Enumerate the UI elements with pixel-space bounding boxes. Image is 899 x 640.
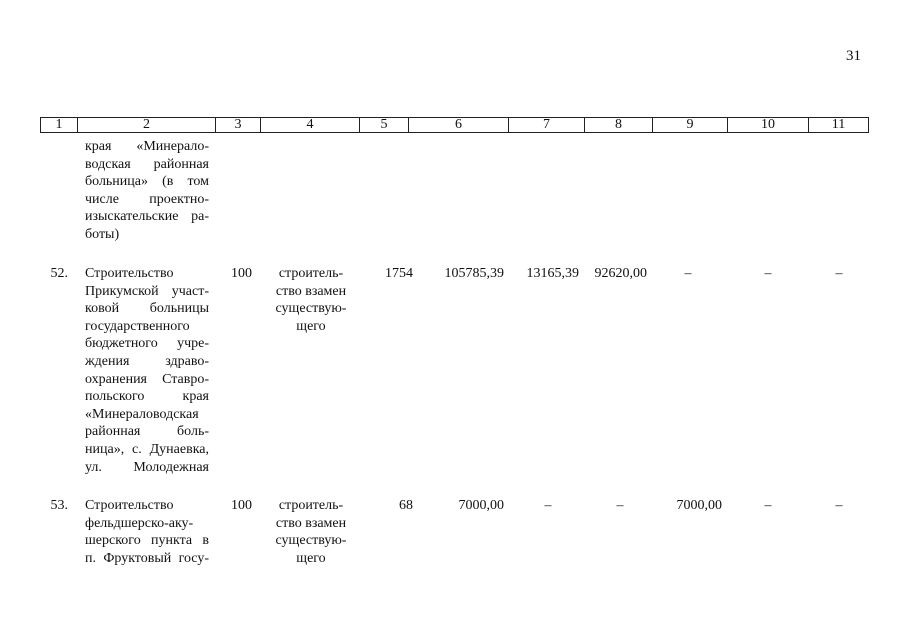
word: (в: [162, 174, 174, 190]
cell-col5: 68: [399, 498, 413, 513]
word: охранения: [85, 371, 147, 387]
word: изыскательские: [85, 209, 179, 225]
text-line: [85, 371, 209, 389]
column-header: 1: [40, 117, 78, 133]
word: Прикумской: [85, 283, 159, 299]
text-line: [85, 283, 209, 301]
word: ница»,: [85, 441, 125, 457]
word: шерского: [85, 533, 141, 549]
cell-col9: –: [684, 266, 692, 281]
word: ковой: [85, 301, 120, 317]
word: водская: [85, 156, 131, 172]
column-header: 10: [727, 117, 809, 133]
text-line: Строительство: [85, 498, 174, 513]
cell-col9: 7000,00: [676, 498, 722, 513]
text-line: существую-: [275, 533, 347, 549]
object-name: [85, 265, 209, 476]
text-line: [85, 550, 209, 568]
cell-col8: 92620,00: [594, 266, 647, 281]
column-header: 9: [652, 117, 728, 133]
text-line: [85, 138, 209, 156]
column-header: 6: [408, 117, 509, 133]
word: края: [85, 139, 112, 154]
word: польского: [85, 389, 145, 405]
text-line: [85, 208, 209, 226]
word: ждения: [85, 353, 130, 369]
text-line: государственного: [85, 318, 190, 334]
column-header: 8: [584, 117, 653, 133]
word: больницы: [149, 301, 209, 317]
cell-col3: 100: [231, 266, 252, 281]
text-line: [85, 191, 209, 209]
word: в: [202, 533, 209, 549]
cell-col7: –: [544, 498, 552, 513]
column-header: 11: [808, 117, 869, 133]
word: учре-: [177, 336, 209, 352]
text-line: [85, 300, 209, 318]
text-line: [85, 388, 209, 406]
column-header: 4: [260, 117, 360, 133]
word: районная: [153, 156, 209, 172]
text-line: фельдшерско-аку-: [85, 515, 194, 531]
word: районная: [85, 424, 141, 440]
text-line: ство взамен: [275, 515, 347, 531]
construction-type: [266, 265, 356, 335]
cell-col11: –: [835, 266, 843, 281]
cell-col10: –: [764, 266, 772, 281]
object-name: [85, 497, 209, 567]
word: Молодежная: [133, 459, 209, 475]
text-line: [85, 441, 209, 459]
column-header: 5: [359, 117, 409, 133]
word: края: [182, 389, 209, 405]
text-line: [85, 156, 209, 174]
text-line: [85, 459, 209, 477]
text-line: [85, 532, 209, 550]
word: боль-: [177, 424, 209, 440]
row-number: 52.: [50, 266, 68, 281]
table-header-row: [40, 117, 869, 133]
text-line: щего: [296, 318, 326, 334]
text-line: щего: [296, 550, 326, 566]
word: здраво-: [165, 353, 209, 369]
text-line: [85, 335, 209, 353]
cell-col3: 100: [231, 498, 252, 513]
column-header: 2: [77, 117, 216, 133]
construction-type: [266, 497, 356, 567]
word: Дунаевка,: [149, 441, 209, 457]
word: участ-: [171, 283, 209, 299]
cell-col11: –: [835, 498, 843, 513]
text-line: [85, 423, 209, 441]
text-line: боты): [85, 226, 120, 242]
text-line: «Минераловодская: [85, 406, 199, 422]
word: госу-: [178, 550, 209, 566]
text-line: строитель-: [278, 266, 344, 281]
text-line: [85, 173, 209, 191]
text-line: Строительство: [85, 266, 174, 281]
word: Фруктовый: [103, 550, 172, 566]
page-number: 31: [846, 48, 861, 64]
cell-col5: 1754: [385, 266, 413, 281]
column-header: 7: [508, 117, 585, 133]
word: числе: [85, 191, 119, 207]
word: с.: [132, 441, 142, 457]
cell-col8: –: [616, 498, 624, 513]
word: пункта: [150, 533, 193, 549]
word: том: [187, 174, 209, 190]
word: Ставро-: [162, 371, 209, 387]
word: «Минерало-: [136, 139, 209, 154]
word: п.: [85, 550, 96, 566]
column-header: 3: [215, 117, 261, 133]
word: больница»: [85, 174, 148, 190]
word: ул.: [85, 459, 102, 475]
word: проектно-: [149, 191, 209, 207]
cell-col6: 105785,39: [444, 266, 504, 281]
cell-col10: –: [764, 498, 772, 513]
text-line: существую-: [275, 301, 347, 317]
text-line: [85, 353, 209, 371]
word: бюджетного: [85, 336, 158, 352]
text-line: ство взамен: [275, 283, 347, 299]
row-number: 53.: [50, 498, 68, 513]
cell-col6: 7000,00: [458, 498, 504, 513]
continuation-text: [85, 138, 209, 244]
cell-col7: 13165,39: [526, 266, 579, 281]
word: ра-: [191, 209, 209, 225]
text-line: строитель-: [278, 498, 344, 513]
